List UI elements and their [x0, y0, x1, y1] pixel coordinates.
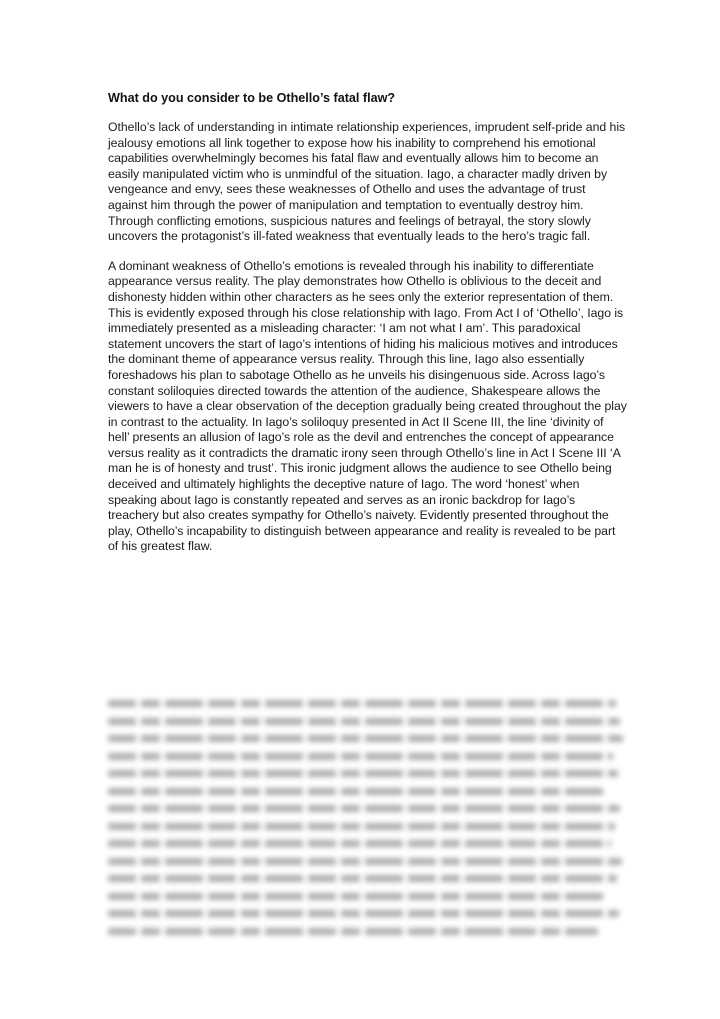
blurred-text-line — [108, 910, 619, 917]
blurred-text-line — [108, 770, 618, 777]
blurred-paragraph — [108, 700, 628, 945]
blurred-text-line — [108, 823, 615, 830]
blurred-text-line — [108, 875, 617, 882]
essay-paragraph-2: A dominant weakness of Othello’s emotions is revealed through his inability to differentiate appearance versus reality. The play demonstrates how Othello is oblivious to the deceit and dishonesty hidden within other characters as he sees only the exterior representation of them. This is evidently exposed through his close relationship with Iago. From Act I of ‘Othello’, Iago is immediately presented as a misleading character: ‘I am not what I am’. This paradoxical statement uncovers the start of Iago’s intentions of hiding his malicious motives and introduces the dominant theme of appearance versus reality. Through this line, Iago also essentially foreshadows his plan to sabotage Othello as he unveils his disingenuous side. Across Iago’s constant soliloquies directed towards the attention of the audience, Shakespeare allows the viewers to have a clear observation of the deception gradually being created throughout the play in contrast to the actuality. In Iago’s soliloquy presented in Act II Scene III, the line ‘divinity of hell’ presents an allusion of Iago’s role as the devil and entrenches the concept of appearance versus reality as it contradicts the dramatic irony seen through Othello’s line in Act I Scene III ‘A man he is of honesty and trust’. This ironic judgment allows the audience to see Othello being deceived and ultimately highlights the deceptive nature of Iago. The word ‘honest’ when speaking about Iago is constantly repeated and serves as an ironic backdrop for Iago’s treachery but also creates sympathy for Othello’s naivety. Evidently presented throughout the play, Othello’s incapability to distinguish between appearance and reality is revealed to be part of his greatest flaw. — [108, 258, 627, 554]
blurred-text-line — [108, 718, 620, 725]
essay-title: What do you consider to be Othello’s fatal flaw? — [108, 91, 396, 105]
blurred-text-line — [108, 700, 616, 707]
blurred-text-line — [108, 840, 611, 847]
document-body — [108, 90, 628, 569]
blurred-text-line — [108, 893, 606, 900]
blurred-text-line — [108, 858, 622, 865]
blurred-text-line — [108, 805, 620, 812]
blurred-text-line — [108, 788, 608, 795]
blurred-text-line — [108, 735, 623, 742]
blurred-text-line — [108, 753, 613, 760]
essay-paragraph-1: Othello’s lack of understanding in intimate relationship experiences, imprudent self-pride and his jealousy emotions all link together to expose how his inability to comprehend his emotional capabilities overwhelmingly becomes his fatal flaw and eventually allows him to become an easily manipulated victim who is unmindful of the situation. Iago, a character madly driven by vengeance and envy, sees these weaknesses of Othello and uses the advantage of trust against him through the power of manipulation and temptation to eventually destroy him. Through conflicting emotions, suspicious natures and feelings of betrayal, the story slowly uncovers the protagonist’s ill-fated weakness that eventually leads to the hero’s tragic fall. — [108, 120, 626, 244]
blurred-text-line — [108, 928, 598, 935]
